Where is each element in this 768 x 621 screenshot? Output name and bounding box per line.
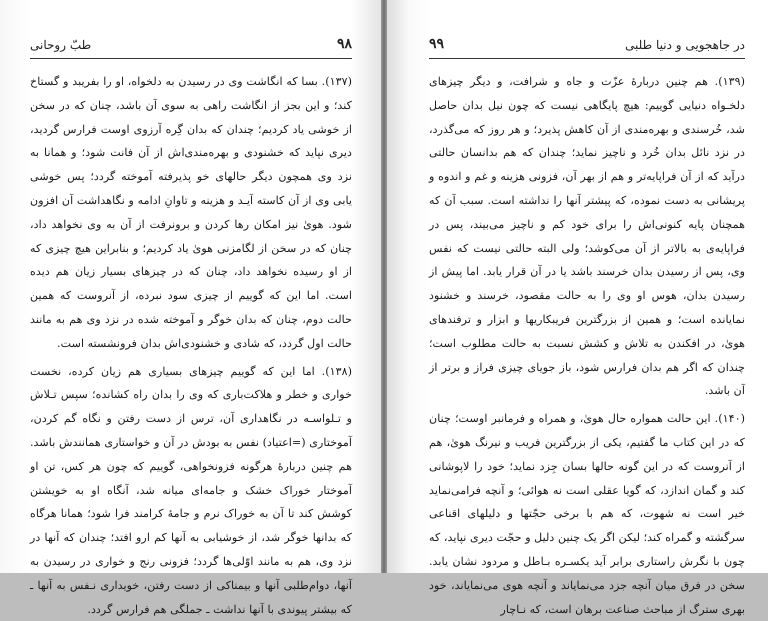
- left-page: [0, 0, 381, 616]
- left-paragraph-138: (۱۳۸). اما این که گوییم چیزهای بسیاری هم زیان کرده، نخست خواری و خطر و هلاکت‌باری که وی را بدان راه کشانده؛ سپس تـلاش و تـلواسـه در نگاهداری آن، ترس از دست رفتن و نگاه گم کردن، آموختاری (=اعتیاد) نفس به بودش در آن و خواستاری همانندش باشد. هم چنین دربارهٔ هرگونه فزونخواهی، گوییم که چون هر کس، تن او آموختار خوراک خشک و جامه‌ای میانه شد، آنگاه او به خویشتن کوشش کند تا آن به خوراک نرم و جامهٔ کرامند فرا شود؛ همانا هرگاه که بدانها خوگر شد، از خوشیابی به آنها کم ارو افتد؛ چندان که آنها در نزد وی، هم به مانند اوّلی‌ها گردد؛ فزونی رنج و خواری در رسیدن به آنها، دوام‌طلبی آنها و بیمناکی از دست رفتن، خویداری نـفس به آنها ـ که بیشتر پیوندی با آنها نداشت ـ جملگی هم فرارس گردد.: [30, 364, 352, 616]
- right-page: [387, 0, 768, 616]
- left-running-title: طبّ روحانی: [30, 38, 92, 52]
- right-header-rule: [429, 58, 745, 59]
- left-page-number: ۹۸: [336, 36, 352, 52]
- left-paragraph-137: (۱۳۷). بسا که انگاشت وی در رسیدن به دلخواه، او را بفریبد و گستاخ کند؛ و این بجز از انگاشت راهی به سوی آن باشد، چنان که در سخن از خوشی یاد کردیم؛ چندان که بدان گِره آرزوی اوست فرارس گردید، دیری نپاید که خشنودی و بهره‌مندی‌اش از آن فانت شود؛ و همانا به نزد وی همچون دیگر حالهای خو پذیرفته آموخته گردد؛ پس خوشی یابی وی از آن کاسته آیـد و هزینه و تاوانِ ادامه و نگاهداشت آن افزون شود. هویٰ نیز امکان رها کردن و برونرفت از آن به وی نخواهد داد، چنان که در سخن از لگامزنی هویٰ یاد کردیم؛ و بنابراین هیچ چیزی که از او رسیده نخواهد داد، چنان که در چیزهای بسیار زیان هم دیده است. اما این که گوییم از چیزی سود نبرده، از آنروست که همین حالت دوم، چنان که بدان خوگر و آموخته شده در نزد وی هم به مانند حالت اول گردد، که شادی و خشنودی‌اش بدان فرونشسته است.: [30, 75, 352, 350]
- right-paragraph-139: (۱۳۹). هم چنین دربارهٔ عزّت و جاه و شرافت، و دیگر چیزهای دلخـواه دنیایی گوییم: هیچ پایگاهی نیست که چون نیل بدان حاصل شد، خُرسندی و بهره‌مندی از آن کاهش پذیرد؛ و هر روز که می‌گذرد، در نزد نائل بدان خُرد و ناچیز نماید؛ چندان که هم بدانسان حالتی درآید که از آن فراپایه‌تر و هم از بهر آن، فزونی هزینه و غم و اندوه و پریشانی به دست نموده، که پیشتر آنها را نداشته است. سبب آن که همچنان پایه کنونی‌اش را برای خود کم و ناچیز می‌بیند، پس در فراپایه‌ی به بالاتر از آن می‌کوشد؛ ولی البته حالتی نیست که نفس وی، پس از رسیدن بدان خرسند باشد یا در آن قرار یابد. اما پیش از رسیدن بدان، هوس او وی را به حالت مقصود، خرسند و خشنود نمایانده است؛ و همین از بزرگترین فریبکاریها و ابزار و ترفندهای هویٰ، در افکندن به تلاش و کشش نسبت به حالت مطلوب است؛ چندان که اگر هم بدان فرارس شود، باز جویای چیزی فراز و برتر از آن باشد.: [429, 75, 745, 398]
- right-paragraph-140: (۱۴۰). این حالت همواره حال هویٰ، و همراه و فرمانبر اوست؛ چنان که در این کتاب ما گفتیم، یکی از بزرگترین فریب و نیرنگ هویٰ، هم از آنروست که در این گونه حالها بسان جِزد نماید؛ خود را لاپوشانی کند و گمان اندازد، که گویا عقلی است نه هوائی؛ و آنچه فرامی‌نماید خیر است نه شهوت، که هم با برخی حجّتها و دلیلهای اقناعی سرگشته و گمراه کند؛ لیکن اگر یک چنین دلیل و حجّت دیری نپاید، که چون با نگرش راستاری برابر آید یکسـره بـاطل و مردود نشان یابد. سخن در فرق میان آنچه جزد می‌نمایاند و آنچه هوی می‌نمایاند، خود بهری سترگ از مباحث صناعت برهان است، که نـاچار: [429, 412, 745, 616]
- right-page-body: [429, 70, 745, 621]
- left-page-body: [30, 70, 352, 621]
- right-page-number: ۹۹: [429, 36, 445, 52]
- left-page-header: [30, 38, 352, 56]
- right-running-title: در جاهجویی و دنیا طلبی: [625, 38, 745, 52]
- right-page-header: [429, 38, 745, 56]
- left-header-rule: [30, 58, 352, 59]
